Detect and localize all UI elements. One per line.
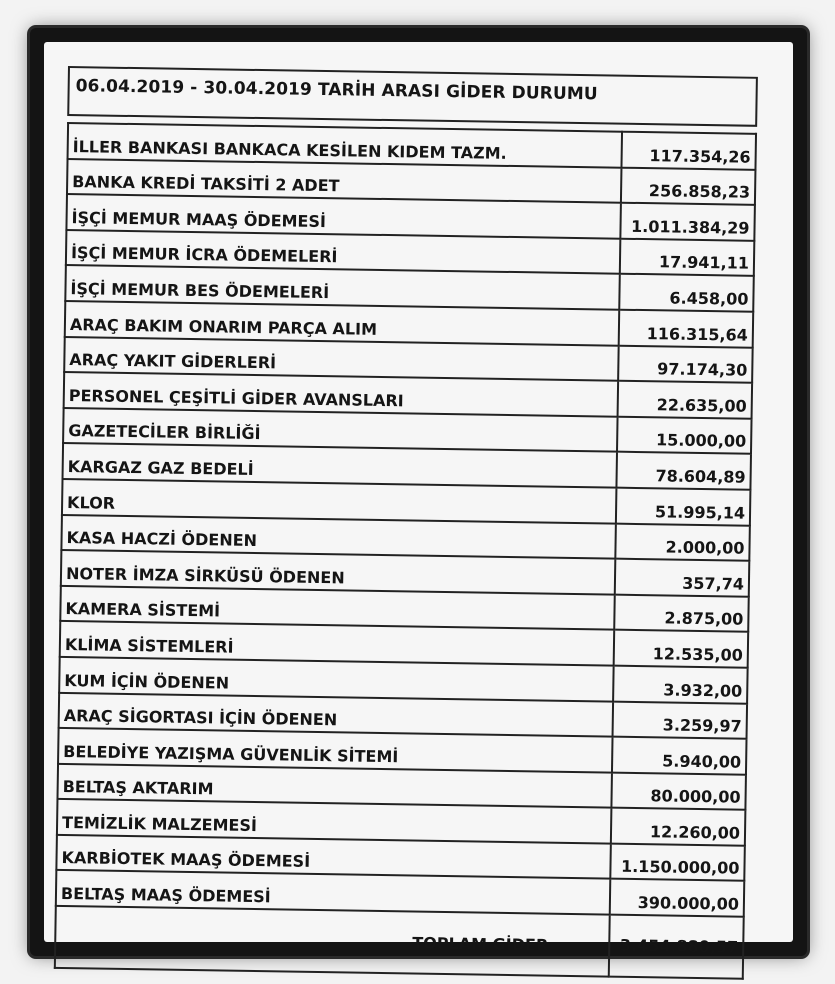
expense-amount: 12.535,00 bbox=[614, 630, 749, 668]
expense-amount: 1.150.000,00 bbox=[610, 843, 745, 881]
expense-amount: 1.011.384,29 bbox=[620, 203, 755, 241]
total-row bbox=[55, 906, 744, 979]
expense-label: ARAÇ YAKIT GİDERLERİ bbox=[64, 337, 618, 381]
expense-label: KUM İÇİN ÖDENEN bbox=[59, 657, 613, 701]
expense-label: KLİMA SİSTEMLERİ bbox=[60, 621, 614, 665]
expense-label: İŞÇİ MEMUR İCRA ÖDEMELERİ bbox=[66, 230, 620, 274]
expense-label: BELTAŞ MAAŞ ÖDEMESİ bbox=[56, 870, 610, 914]
expense-label: PERSONEL ÇEŞİTLİ GİDER AVANSLARI bbox=[64, 372, 618, 416]
expense-amount: 3.259,97 bbox=[613, 701, 748, 739]
expense-amount: 97.174,30 bbox=[618, 345, 753, 383]
expense-label: BELEDİYE YAZIŞMA GÜVENLİK SİTEMİ bbox=[58, 728, 612, 772]
expense-label: KAMERA SİSTEMİ bbox=[60, 586, 614, 630]
expense-amount: 22.635,00 bbox=[618, 381, 753, 419]
expense-label: BELTAŞ AKTARIM bbox=[57, 764, 611, 808]
total-amount: 3.454.880,57 bbox=[609, 915, 744, 979]
expense-amount: 2.875,00 bbox=[614, 594, 749, 632]
photo-frame bbox=[30, 28, 807, 956]
total-label: TOPLAM GİDER bbox=[55, 906, 610, 977]
expense-amount: 12.260,00 bbox=[611, 808, 746, 846]
expense-amount: 78.604,89 bbox=[616, 452, 751, 490]
expense-label: BANKA KREDİ TAKSİTİ 2 ADET bbox=[67, 159, 621, 203]
paper-sheet bbox=[44, 42, 793, 957]
expense-amount: 3.932,00 bbox=[613, 666, 748, 704]
expense-label: KARBİOTEK MAAŞ ÖDEMESİ bbox=[56, 835, 610, 879]
expense-amount: 51.995,14 bbox=[616, 488, 751, 526]
expense-document bbox=[54, 66, 758, 980]
expense-label: İŞÇİ MEMUR MAAŞ ÖDEMESİ bbox=[66, 194, 620, 238]
expense-label: KLOR bbox=[62, 479, 616, 523]
expense-amount: 116.315,64 bbox=[619, 310, 754, 348]
expense-amount: 5.940,00 bbox=[612, 737, 747, 775]
expense-label: İLLER BANKASI BANKACA KESİLEN KIDEM TAZM. bbox=[68, 123, 622, 167]
expense-amount: 6.458,00 bbox=[619, 274, 754, 312]
expense-label: İŞÇİ MEMUR BES ÖDEMELERİ bbox=[65, 265, 619, 309]
expense-amount: 80.000,00 bbox=[611, 772, 746, 810]
expense-table bbox=[54, 122, 757, 980]
expense-label: ARAÇ SİGORTASI İÇİN ÖDENEN bbox=[59, 692, 613, 736]
expense-amount: 390.000,00 bbox=[610, 879, 745, 917]
expense-amount: 256.858,23 bbox=[621, 167, 756, 205]
expense-label: KASA HACZİ ÖDENEN bbox=[61, 514, 615, 558]
expense-label: KARGAZ GAZ BEDELİ bbox=[63, 443, 617, 487]
expense-amount: 2.000,00 bbox=[615, 523, 750, 561]
expense-amount: 15.000,00 bbox=[617, 416, 752, 454]
expense-label: NOTER İMZA SİRKÜSÜ ÖDENEN bbox=[61, 550, 615, 594]
expense-amount: 357,74 bbox=[615, 559, 750, 597]
document-title: 06.04.2019 - 30.04.2019 TARİH ARASI GİDER DURUMU bbox=[67, 66, 758, 127]
expense-label: GAZETECİLER BİRLİĞİ bbox=[63, 408, 617, 452]
expense-label: TEMİZLİK MALZEMESİ bbox=[57, 799, 611, 843]
expense-label: ARAÇ BAKIM ONARIM PARÇA ALIM bbox=[65, 301, 619, 345]
expense-amount: 117.354,26 bbox=[621, 132, 756, 170]
expense-amount: 17.941,11 bbox=[620, 238, 755, 276]
